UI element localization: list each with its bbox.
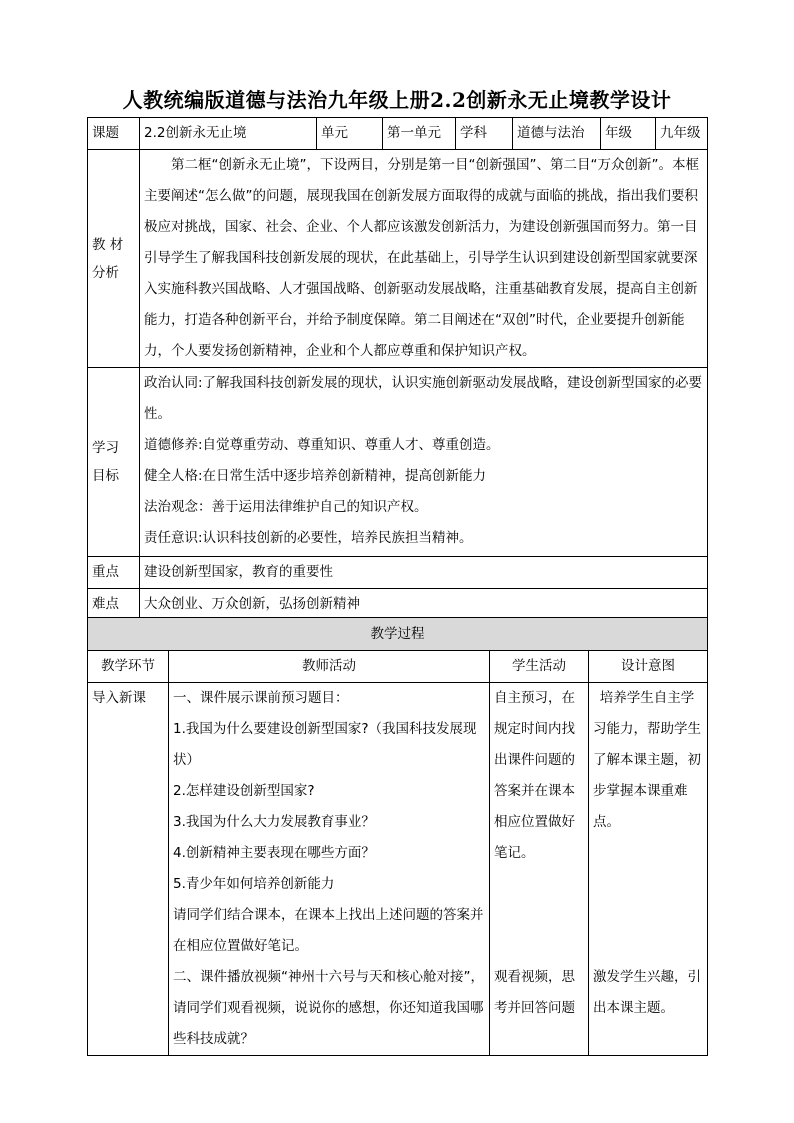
process-header: 教学过程	[88, 618, 708, 651]
teacher-line: 一、课件展示课前预习题目：	[173, 690, 349, 706]
unit-label: 单元	[317, 118, 383, 150]
analysis-paragraph: 第二框“创新永无止境”，下设两目，分别是第一目“创新强国”、第二目“万众创新”。本框主要阐述“怎么做”的问题，展现我国在创新发展方面取得的成就与面临的挑战，指出我们要积极应对挑战，国家、社会、企业、个人都应该激发创新活力，为建设创新强国而努力。第一目引导学生了解我国科技创新发展的现状，在此基础上，引导学生认识到建设创新型国家就要深入实施科教兴国战略、人才强国战略、创新驱动发展战略，注重基础教育发展，提高自主创新能力，打造各种创新平台，并给予制度保障。第二目阐述在“双创”时代，企业要提升创新能力，个人要发扬创新精神，企业和个人都应尊重和保护知识产权。	[144, 157, 699, 359]
process-columns-row	[88, 651, 708, 683]
difficulty-label: 难点	[88, 589, 140, 621]
stage-cell: 导入新课	[88, 683, 169, 1056]
objectives-label	[88, 368, 140, 557]
key-point-label: 重点	[88, 557, 140, 589]
subject-label: 学科	[456, 118, 513, 150]
objective-item: 道德修养:自觉尊重劳动、尊重知识、尊重人才、尊重创造。	[144, 437, 500, 453]
objective-item: 政治认同:了解我国科技创新发展的现状，认识实施创新驱动发展战略，建设创新型国家的必要性。	[144, 375, 703, 422]
info-row	[88, 118, 708, 150]
info-table	[87, 117, 708, 621]
column-header-student: 学生活动	[490, 651, 589, 683]
column-header-intent: 设计意图	[589, 651, 708, 683]
column-header-stage: 教学环节	[88, 651, 169, 683]
process-row-intro	[88, 683, 708, 1056]
analysis-label-line2: 分析	[92, 264, 119, 281]
process-table	[87, 617, 708, 1056]
document-title: 人教统编版道德与法治九年级上册2.2创新永无止境教学设计	[122, 88, 672, 112]
objective-item: 法治观念：善于运用法律维护自己的知识产权。	[144, 499, 428, 515]
key-point-row	[88, 557, 708, 589]
lesson-value: 2.2创新永无止境	[140, 118, 317, 150]
grade-label: 年级	[601, 118, 656, 150]
teacher-activity-cell	[169, 683, 490, 1056]
key-point-value: 建设创新型国家，教育的重要性	[140, 557, 708, 589]
teacher-line: 5.青少年如何培养创新能力	[173, 876, 335, 892]
teacher-line: 二、课件播放视频“神州十六号与天和核心舱对接”，请同学们观看视频，说说你的感想，你还知道我国哪些科技成就？	[173, 969, 484, 1047]
analysis-label	[88, 150, 140, 368]
column-header-teacher: 教师活动	[169, 651, 490, 683]
student-activity-cell	[490, 683, 589, 1056]
student-line: 观看视频，思考并回答问题	[494, 969, 575, 1016]
teacher-line: 2.怎样建设创新型国家?	[173, 783, 315, 799]
subject-value: 道德与法治	[513, 118, 601, 150]
unit-value: 第一单元	[383, 118, 456, 150]
teacher-line: 4.创新精神主要表现在哪些方面？	[173, 845, 375, 861]
intent-line: 激发学生兴趣，引出本课主题。	[593, 969, 701, 1016]
analysis-label-line1: 教 材	[92, 236, 124, 253]
grade-value: 九年级	[656, 118, 708, 150]
teacher-line: 1.我国为什么要建设创新型国家?（我国科技发展现状）	[173, 721, 477, 768]
objectives-row	[88, 368, 708, 557]
lesson-label: 课题	[88, 118, 140, 150]
teacher-line: 请同学们结合课本，在课本上找出上述问题的答案并在相应位置做好笔记。	[173, 907, 484, 954]
objective-item: 责任意识:认识科技创新的必要性，培养民族担当精神。	[144, 530, 473, 546]
difficulty-row	[88, 589, 708, 621]
process-header-row	[88, 618, 708, 651]
objectives-list	[140, 368, 708, 557]
student-line: 自主预习，在规定时间内找出课件问题的答案并在课本相应位置做好笔记。	[494, 690, 575, 861]
analysis-row	[88, 150, 708, 368]
intent-line: 培养学生自主学习能力，帮助学生了解本课主题，初步掌握本课重难点。	[593, 690, 701, 830]
objectives-label-line2: 目标	[92, 468, 119, 484]
difficulty-value: 大众创业、万众创新，弘扬创新精神	[140, 589, 708, 621]
analysis-text	[140, 150, 708, 368]
objective-item: 健全人格:在日常生活中逐步培养创新精神，提高创新能力	[144, 468, 487, 484]
teacher-line: 3.我国为什么大力发展教育事业？	[173, 814, 375, 830]
objectives-label-line1: 学习	[92, 440, 119, 456]
design-intent-cell	[589, 683, 708, 1056]
